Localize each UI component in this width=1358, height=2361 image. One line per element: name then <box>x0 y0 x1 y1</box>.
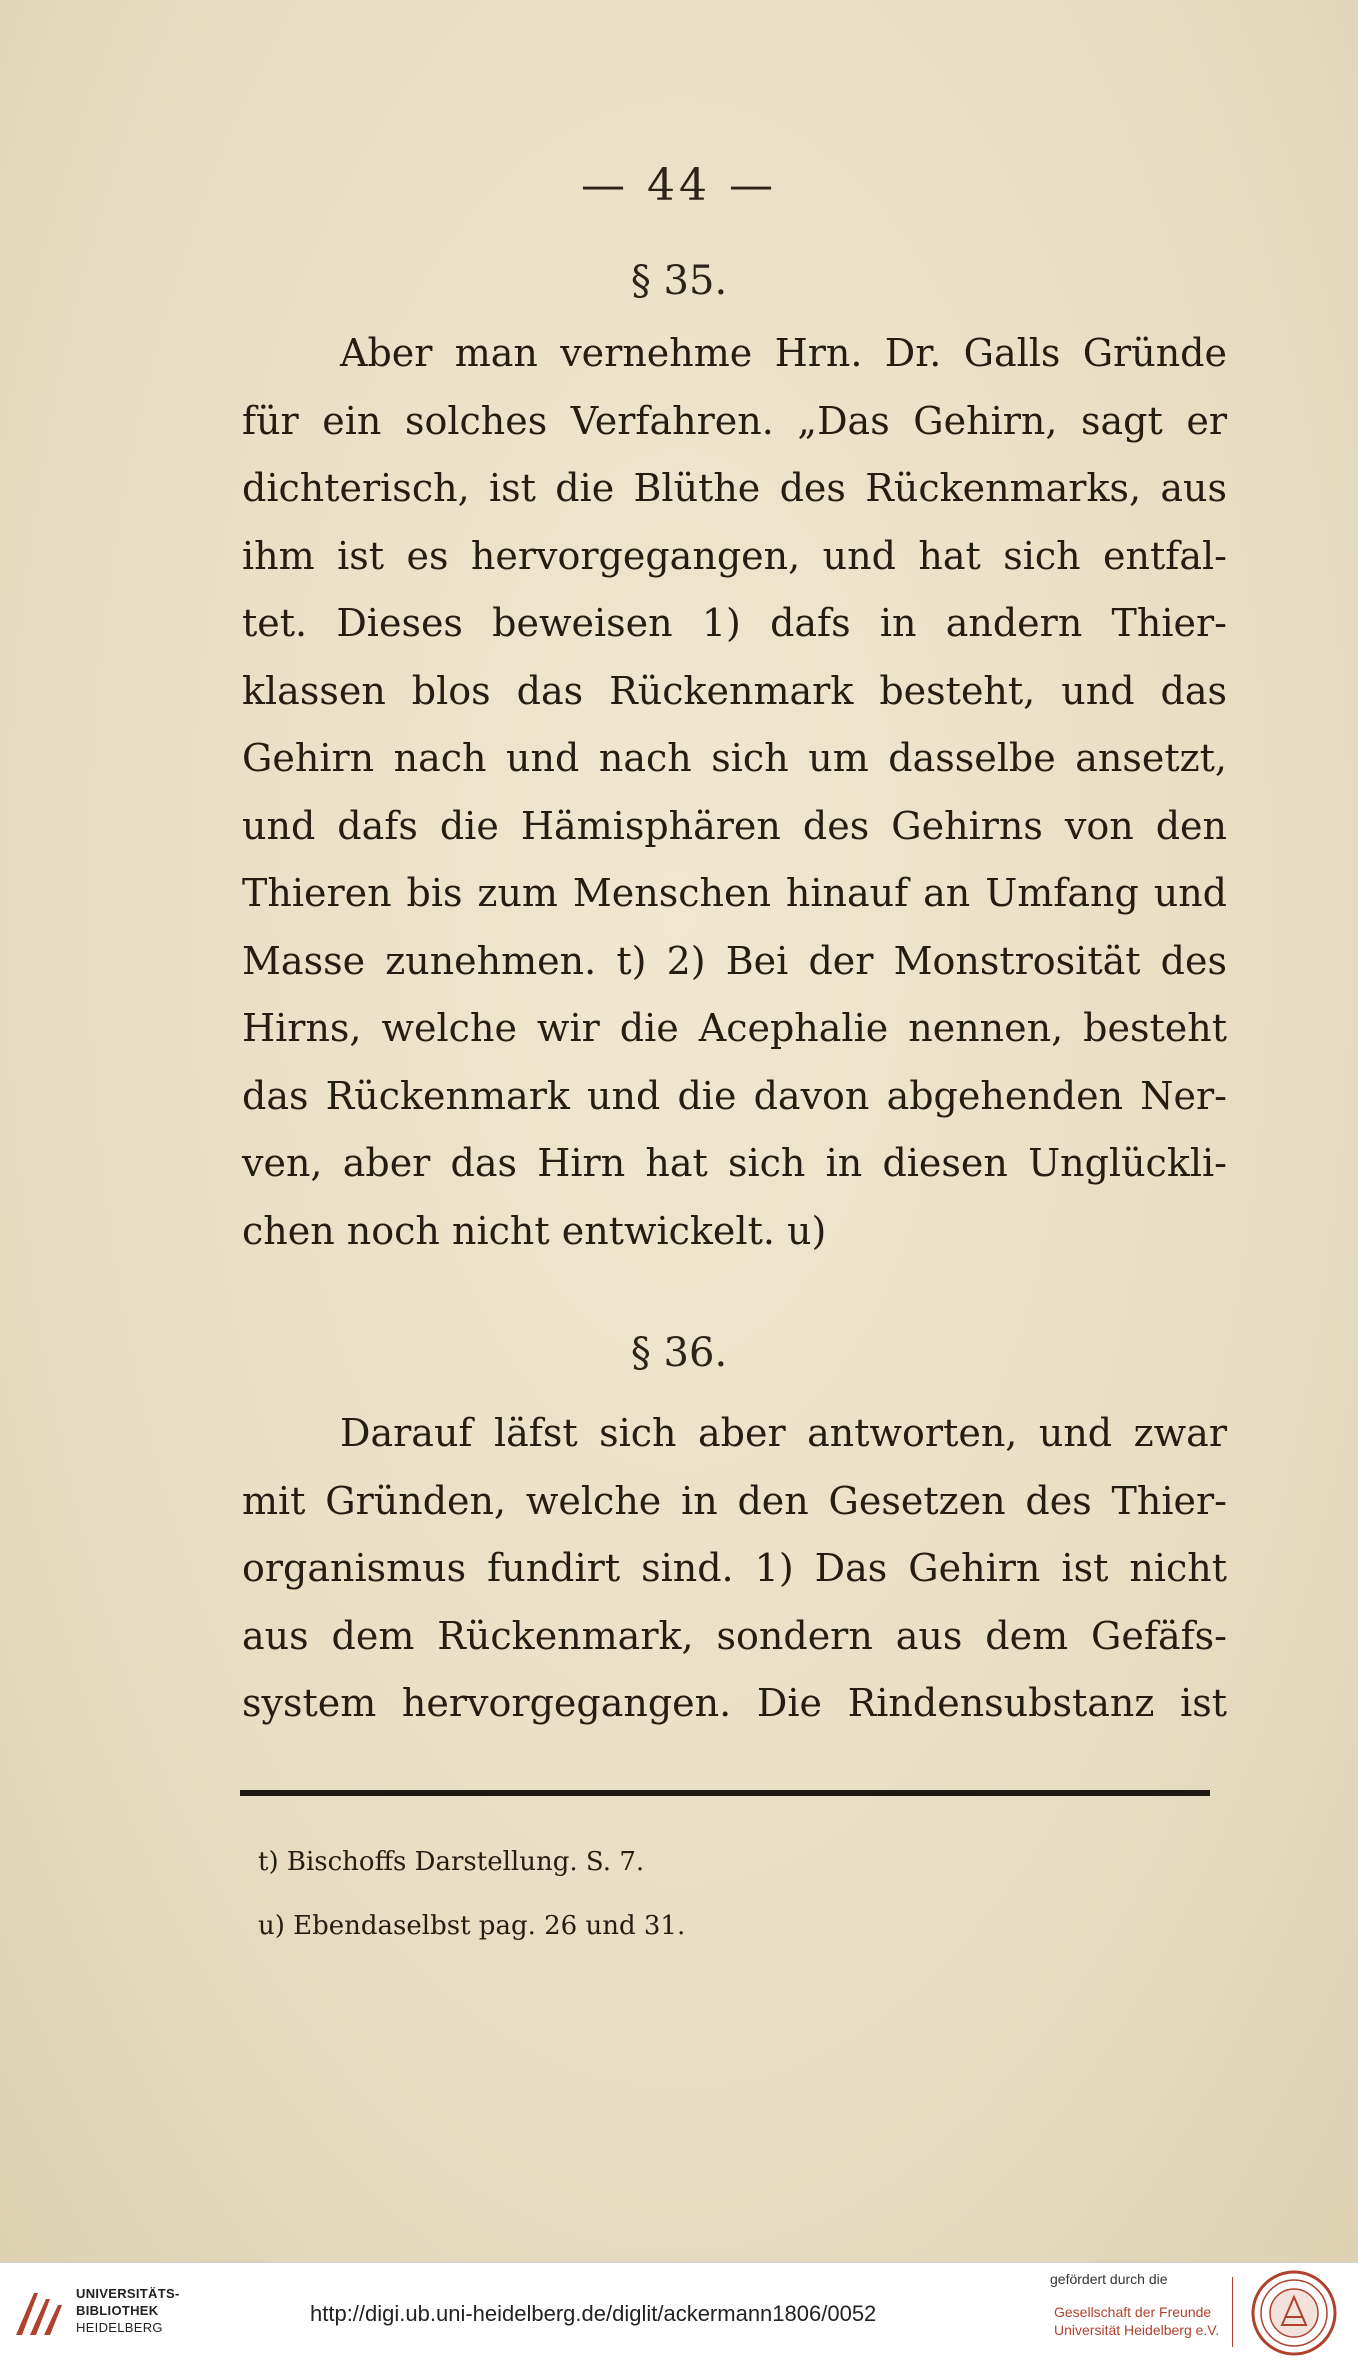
text-line: das Rückenmark und die davon abgehenden Ner- <box>242 1073 1227 1118</box>
text-line: ven, aber das Hirn hat sich in diesen Unglückli- <box>242 1141 1227 1185</box>
text-line: Aber man vernehme Hrn. Dr. Galls Gründe <box>340 331 1227 375</box>
library-logo-icon <box>12 2285 68 2341</box>
sponsor-label: gefördert durch die <box>1050 2271 1168 2287</box>
paragraph-section-35 <box>242 320 1227 1265</box>
permalink-url[interactable]: http://digi.ub.uni-heidelberg.de/diglit/ackermann1806/0052 <box>310 2301 877 2326</box>
library-name-line: HEIDELBERG <box>76 2320 163 2335</box>
text-line: Thieren bis zum Menschen hinauf an Umfang und <box>242 871 1227 915</box>
footnote-divider <box>240 1790 1210 1796</box>
library-name-line: BIBLIOTHEK <box>76 2303 159 2318</box>
text-line: ihm ist es hervorgegangen, und hat sich entfal- <box>242 533 1227 578</box>
sponsor-name-line: Gesellschaft der Freunde <box>1054 2304 1212 2320</box>
text-line: für ein solches Verfahren. „Das Gehirn, sagt er <box>242 398 1227 443</box>
text-line: Masse zunehmen. t) 2) Bei der Monstrosität des <box>242 938 1227 983</box>
page-number: — 44 — <box>581 160 777 211</box>
text-line: dichterisch, ist die Blüthe des Rückenmarks, aus <box>242 466 1227 510</box>
paragraph-section-36 <box>242 1400 1227 1738</box>
footnote-u: u) Ebendaselbst pag. 26 und 31. <box>258 1911 686 1941</box>
sponsor-name <box>1054 2303 1219 2339</box>
footnote-t: t) Bischoffs Darstellung. S. 7. <box>258 1847 645 1877</box>
sponsor-name-line: Universität Heidelberg e.V. <box>1054 2322 1220 2338</box>
banner-separator <box>1232 2277 1233 2347</box>
text-line: und dafs die Hämisphären des Gehirns von den <box>242 803 1227 848</box>
section-heading-35: § 35. <box>630 258 728 304</box>
text-line: system hervorgegangen. Die Rindensubstanz ist <box>242 1681 1227 1725</box>
text-line: mit Gründen, welche in den Gesetzen des Thier- <box>242 1478 1227 1523</box>
footnotes <box>258 1830 858 1958</box>
text-line: chen noch nicht entwickelt. u) <box>242 1208 827 1253</box>
text-line: Hirns, welche wir die Acephalie nennen, besteht <box>242 1006 1227 1050</box>
text-line: Gehirn nach und nach sich um dasselbe ansetzt, <box>242 736 1227 780</box>
university-seal-icon <box>1250 2269 1338 2357</box>
text-line: aus dem Rückenmark, sondern aus dem Gefäfs- <box>242 1613 1227 1658</box>
library-name <box>76 2285 180 2336</box>
text-line: tet. Dieses beweisen 1) dafs in andern Thier- <box>242 601 1227 645</box>
text-line: klassen blos das Rückenmark besteht, und das <box>242 668 1227 713</box>
text-line: Darauf läfst sich aber antworten, und zwar <box>340 1411 1227 1455</box>
digitization-banner <box>0 2262 1358 2361</box>
section-heading-36: § 36. <box>630 1330 728 1376</box>
text-line: organismus fundirt sind. 1) Das Gehirn ist nicht <box>242 1546 1227 1590</box>
library-name-line: UNIVERSITÄTS- <box>76 2286 180 2301</box>
